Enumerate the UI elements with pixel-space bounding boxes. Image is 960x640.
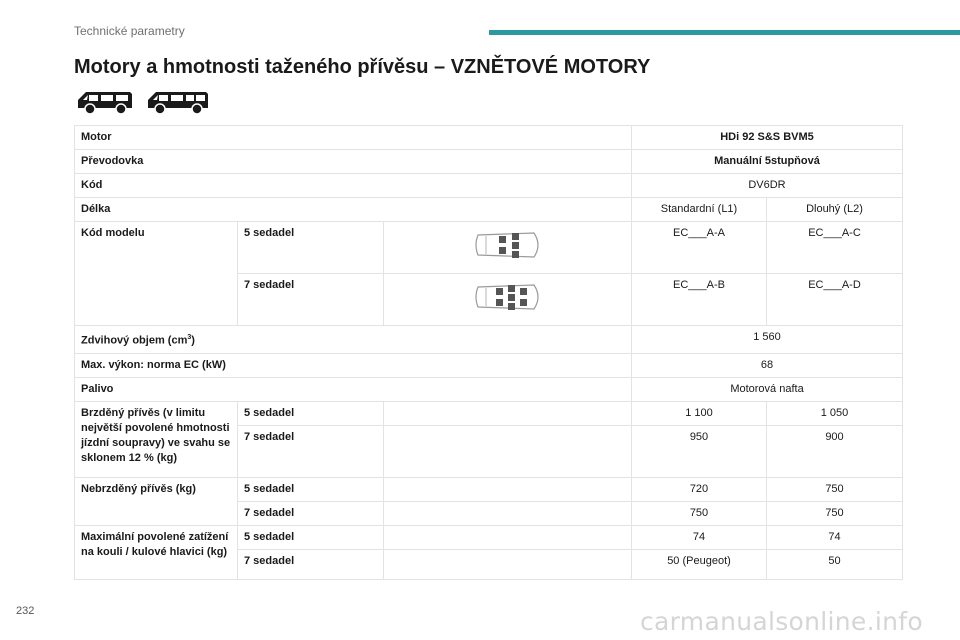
- ball-load-label: Maximální povolené zatížení na kouli / kulové hlavici (kg): [75, 525, 238, 579]
- code-label: Kód: [75, 174, 632, 198]
- seat-layout-7-cell: [384, 274, 632, 326]
- model-code-5-l2: EC___A-C: [767, 222, 903, 274]
- unbraked-7-l1: 750: [632, 501, 767, 525]
- seat-layout-5-cell: [384, 222, 632, 274]
- table-row: [75, 353, 903, 377]
- page-title: Motory a hmotnosti taženého přívěsu – VZNĚTOVÉ MOTORY: [74, 56, 651, 78]
- table-row: [75, 477, 903, 501]
- braked-5-l2: 1 050: [767, 401, 903, 425]
- table-row: [75, 150, 903, 174]
- van-short-icon: [74, 86, 136, 116]
- length-l1: Standardní (L1): [632, 198, 767, 222]
- seat-layout-5-icon: [472, 227, 544, 263]
- table-row: [75, 401, 903, 425]
- braked-7-label: 7 sedadel: [238, 425, 384, 477]
- power-label: Max. výkon: norma EC (kW): [75, 353, 632, 377]
- power-value: 68: [632, 353, 903, 377]
- braked-5-l1: 1 100: [632, 401, 767, 425]
- displacement-value: 1 560: [632, 326, 903, 354]
- length-l2: Dlouhý (L2): [767, 198, 903, 222]
- model-code-7-l2: EC___A-D: [767, 274, 903, 326]
- table-row: [75, 222, 903, 274]
- watermark: carmanualsonline.info: [640, 607, 923, 636]
- unbraked-7-l2: 750: [767, 501, 903, 525]
- spec-table: [74, 125, 903, 580]
- unbraked-5-label: 5 sedadel: [238, 477, 384, 501]
- section-label: Technické parametry: [74, 24, 185, 38]
- unbraked-label: Nebrzděný přívěs (kg): [75, 477, 238, 525]
- ball-load-7-l2: 50: [767, 549, 903, 579]
- table-row: [75, 326, 903, 354]
- seat-layout-7-icon: [472, 279, 544, 315]
- ball-load-5-l2: 74: [767, 525, 903, 549]
- displacement-label: Zdvihový objem $(cm^3)$: [75, 326, 632, 354]
- fuel-value: Motorová nafta: [632, 377, 903, 401]
- ball-load-7-l1: 50 (Peugeot): [632, 549, 767, 579]
- table-row: [75, 126, 903, 150]
- model-code-7-label: 7 sedadel: [238, 274, 384, 326]
- model-code-5-l1: EC___A-A: [632, 222, 767, 274]
- motor-label: Motor: [75, 126, 632, 150]
- unbraked-5-l2: 750: [767, 477, 903, 501]
- gearbox-label: Převodovka: [75, 150, 632, 174]
- model-code-7-l1: EC___A-B: [632, 274, 767, 326]
- unbraked-7-label: 7 sedadel: [238, 501, 384, 525]
- gearbox-value: Manuální 5stupňová: [632, 150, 903, 174]
- table-row: [75, 525, 903, 549]
- table-row: [75, 198, 903, 222]
- ball-load-7-label: 7 sedadel: [238, 549, 384, 579]
- length-label: Délka: [75, 198, 632, 222]
- section-accent-bar: [489, 30, 960, 35]
- table-row: [75, 377, 903, 401]
- braked-5-label: 5 sedadel: [238, 401, 384, 425]
- code-value: DV6DR: [632, 174, 903, 198]
- van-long-icon: [144, 86, 212, 116]
- braked-label: Brzděný přívěs (v limitu největší povolené hmotnosti jízdní soupravy) ve svahu se sklonem 12 % (kg): [75, 401, 238, 477]
- ball-load-5-label: 5 sedadel: [238, 525, 384, 549]
- braked-7-l1: 950: [632, 425, 767, 477]
- motor-value: HDi 92 S&S BVM5: [632, 126, 903, 150]
- model-code-label: Kód modelu: [75, 222, 238, 326]
- page-number: 232: [16, 605, 35, 617]
- fuel-label: Palivo: [75, 377, 632, 401]
- table-row: [75, 174, 903, 198]
- model-code-5-label: 5 sedadel: [238, 222, 384, 274]
- ball-load-5-l1: 74: [632, 525, 767, 549]
- braked-7-l2: 900: [767, 425, 903, 477]
- unbraked-5-l1: 720: [632, 477, 767, 501]
